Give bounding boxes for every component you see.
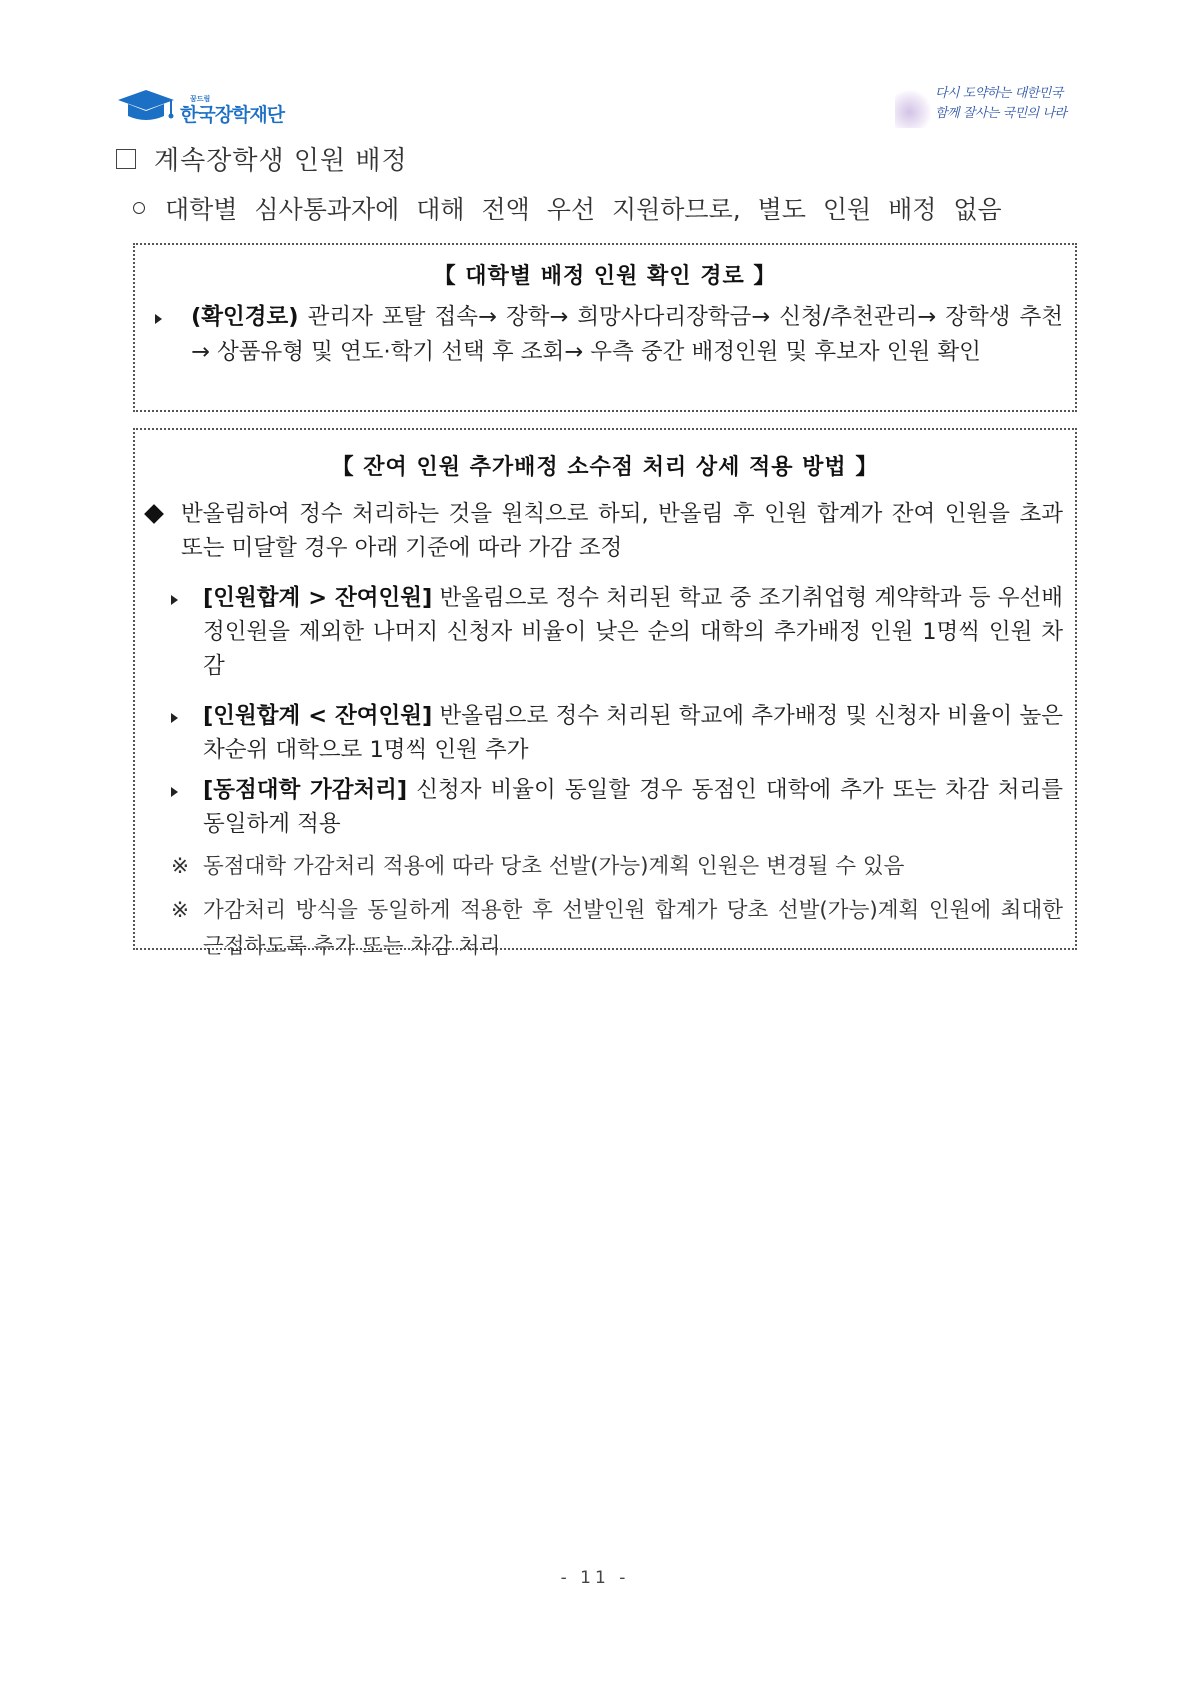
section-title-text: 계속장학생 인원 배정 [154,146,408,176]
rule-item-tie [171,773,1063,841]
rule-label: [인원합계 > 잔여인원] [203,585,433,611]
box2-title: 【 잔여 인원 추가배정 소수점 처리 상세 적용 방법 】 [331,455,879,480]
check-path-label: (확인경로) [191,304,299,330]
note-item [171,849,1063,885]
rule-text: 반올림으로 정수 처리된 학교 중 조기취업형 계약학과 등 우선배정인원을 제외한 나머지 신청자 비율이 낮은 순의 대학의 추가배정 인원 1명씩 인원 차감 [203,585,1063,679]
slogan-line-1: 다시 도약하는 대한민국 [935,86,1063,101]
slogan-line-2: 함께 잘사는 국민의 나라 [935,106,1067,121]
rule-label: [인원합계 < 잔여인원] [203,703,433,729]
rule-item-under [171,699,1063,767]
note-text: 동점대학 가감처리 적용에 따라 당초 선발(가능)계획 인원은 변경될 수 있음 [203,854,905,879]
sub-item [133,190,1002,226]
circle-bullet-icon [133,202,145,214]
logo-tagline: 꿈드림 [190,95,211,103]
reference-mark-icon: ※ [171,854,190,879]
rule-label: [동점대학 가감처리] [203,777,408,803]
principle-item [145,497,1063,565]
box1-title: 【 대학별 배정 인원 확인 경로 】 [433,264,777,289]
rule-text: 신청자 비율이 동일할 경우 동점인 대학에 추가 또는 차감 처리를 동일하게 적용 [203,777,1063,837]
logo-name: 한국장학재단 [180,104,285,126]
slogan-emblem-icon [895,88,931,128]
triangle-bullet-icon [171,787,178,797]
rule-item-over [171,581,1063,683]
triangle-bullet-icon [171,595,178,605]
note-item [171,893,1063,965]
diamond-bullet-icon [144,504,164,524]
note-text: 가감처리 방식을 동일하게 적용한 후 선발인원 합계가 당초 선발(가능)계획 인원에 최대한 근접하도록 추가 또는 차감 처리 [203,898,1063,959]
rule-text: 반올림으로 정수 처리된 학교에 추가배정 및 신청자 비율이 높은 차순위 대학으로 1명씩 인원 추가 [203,703,1063,763]
check-path-item [153,300,1063,370]
check-path-text: 관리자 포탈 접속→ 장학→ 희망사다리장학금→ 신청/추천관리→ 장학생 추천→ 상품유형 및 연도·학기 선택 후 조회→ 우측 중간 배정인원 및 후보자 인원 확인 [191,304,1063,365]
principle-text: 반올림하여 정수 처리하는 것을 원칙으로 하되, 반올림 후 인원 합계가 잔여 인원을 초과 또는 미달할 경우 아래 기준에 따라 가감 조정 [181,501,1063,561]
triangle-bullet-icon [155,314,162,324]
reference-mark-icon: ※ [171,898,190,923]
kosaf-logo [116,86,284,126]
sub-item-text: 대학별 심사통과자에 대해 전액 우선 지원하므로, 별도 인원 배정 없음 [165,195,1002,224]
triangle-bullet-icon [171,713,178,723]
allocation-check-path-box [133,243,1077,412]
section-title [116,140,408,177]
graduation-cap-icon [116,86,178,126]
remaining-allocation-method-box [133,428,1077,959]
square-bullet-icon [116,149,136,169]
page-number: - 11 - [560,1568,630,1588]
government-slogan-logo [895,84,1095,134]
